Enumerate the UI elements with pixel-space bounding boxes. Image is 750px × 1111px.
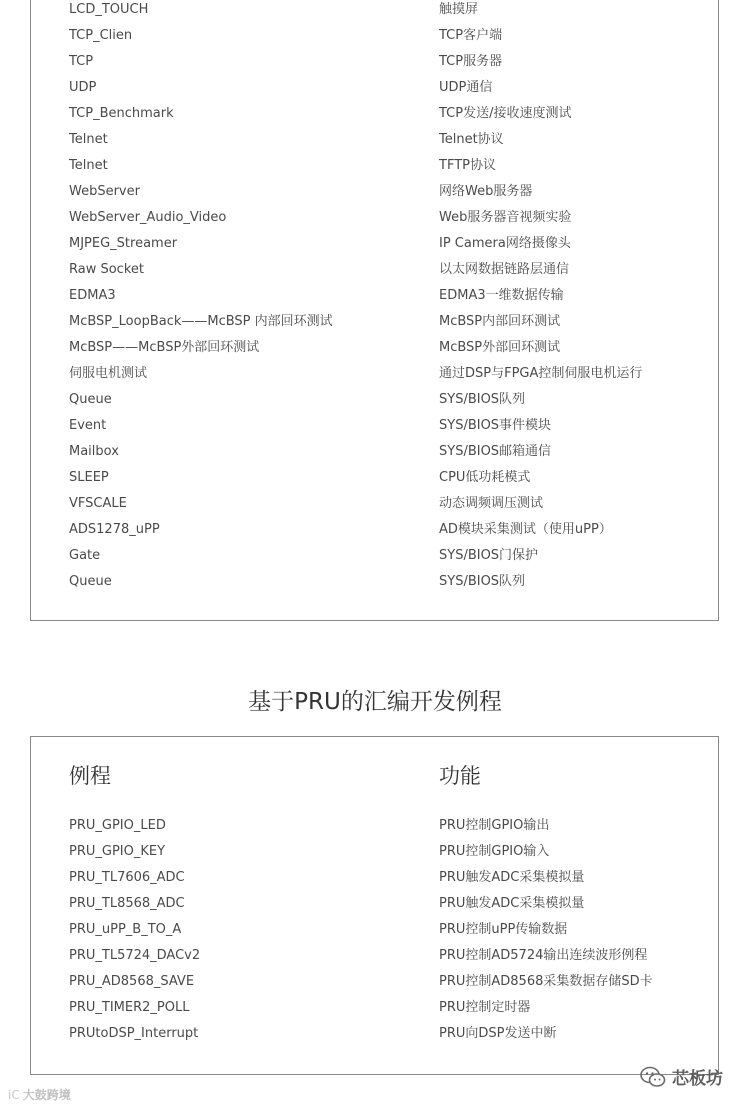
routine-function: SYS/BIOS队列 xyxy=(439,392,526,407)
routine-function: PRU控制uPP传输数据 xyxy=(439,922,568,937)
wechat-icon xyxy=(640,1066,666,1088)
routine-name: TCP_Clien xyxy=(69,28,133,43)
routine-function: SYS/BIOS队列 xyxy=(439,574,526,589)
routine-name: UDP xyxy=(69,80,97,95)
routine-name: SLEEP xyxy=(69,470,109,485)
watermark-left xyxy=(8,1086,71,1104)
routine-name: McBSP——McBSP外部回环测试 xyxy=(69,340,260,355)
section-title: 基于PRU的汇编开发例程 xyxy=(248,689,502,715)
routine-function: PRU控制AD5724输出连续波形例程 xyxy=(439,948,648,963)
routine-name: TCP xyxy=(69,54,94,69)
routine-function: SYS/BIOS事件模块 xyxy=(439,418,552,433)
routine-name: MJPEG_Streamer xyxy=(69,236,178,251)
routine-name: Mailbox xyxy=(69,444,119,459)
routine-function: Web服务器音视频实验 xyxy=(439,210,572,225)
routine-name: PRU_GPIO_LED xyxy=(69,818,166,833)
routine-name: LCD_TOUCH xyxy=(69,2,149,17)
routine-function: 通过DSP与FPGA控制伺服电机运行 xyxy=(439,366,643,381)
routine-name: EDMA3 xyxy=(69,288,116,303)
header-function: 功能 xyxy=(439,764,481,788)
watermark-left-prefix: iC xyxy=(8,1088,20,1102)
routine-name: WebServer xyxy=(69,184,140,199)
routine-function: IP Camera网络摄像头 xyxy=(439,236,571,251)
routine-function: PRU控制定时器 xyxy=(439,1000,531,1015)
routine-name: 伺服电机测试 xyxy=(69,366,148,381)
watermark-right-text: 芯板坊 xyxy=(672,1069,723,1089)
routine-function: McBSP内部回环测试 xyxy=(439,314,561,329)
routine-function: CPU低功耗模式 xyxy=(439,470,531,485)
routine-function: PRU控制GPIO输入 xyxy=(439,844,550,859)
watermark-left-text: 大鼓跨境 xyxy=(22,1088,71,1102)
routine-name: PRU_AD8568_SAVE xyxy=(69,974,195,989)
routine-name: Queue xyxy=(69,574,112,589)
routine-name: Event xyxy=(69,418,107,433)
routine-function: PRU触发ADC采集模拟量 xyxy=(439,870,585,885)
routine-name: PRU_GPIO_KEY xyxy=(69,844,166,859)
routine-function: PRU控制AD8568采集数据存储SD卡 xyxy=(439,974,653,989)
watermark-right xyxy=(640,1064,723,1089)
routine-function: 以太网数据链路层通信 xyxy=(439,262,570,277)
routine-name: Telnet xyxy=(69,158,108,173)
routine-name: Raw Socket xyxy=(69,262,144,277)
routine-name: WebServer_Audio_Video xyxy=(69,210,227,225)
routine-name: PRUtoDSP_Interrupt xyxy=(69,1026,199,1041)
routine-function: Telnet协议 xyxy=(439,132,504,147)
routine-function: AD模块采集测试（使用uPP） xyxy=(439,522,612,537)
routine-function: PRU控制GPIO输出 xyxy=(439,818,550,833)
routine-name: PRU_TIMER2_POLL xyxy=(69,1000,190,1015)
routine-name: McBSP_LoopBack——McBSP 内部回环测试 xyxy=(69,314,333,329)
routine-function: PRU触发ADC采集模拟量 xyxy=(439,896,585,911)
routine-name: Gate xyxy=(69,548,101,563)
routine-name: TCP_Benchmark xyxy=(69,106,174,121)
routine-name: Queue xyxy=(69,392,112,407)
header-routine: 例程 xyxy=(69,764,111,788)
routine-name: ADS1278_uPP xyxy=(69,522,160,537)
routine-name: VFSCALE xyxy=(69,496,127,511)
routine-function: 动态调频调压测试 xyxy=(439,496,544,511)
routine-function: McBSP外部回环测试 xyxy=(439,340,561,355)
routine-function: SYS/BIOS邮箱通信 xyxy=(439,444,552,459)
routine-name: PRU_uPP_B_TO_A xyxy=(69,922,182,937)
routine-function: SYS/BIOS门保护 xyxy=(439,548,539,563)
routine-function: EDMA3一维数据传输 xyxy=(439,288,564,303)
routine-function: TFTP协议 xyxy=(439,158,496,173)
routine-function: UDP通信 xyxy=(439,80,493,95)
routine-name: PRU_TL5724_DACv2 xyxy=(69,948,201,963)
routine-name: PRU_TL8568_ADC xyxy=(69,896,185,911)
routine-function: PRU向DSP发送中断 xyxy=(439,1026,557,1041)
routine-function: TCP服务器 xyxy=(439,54,503,69)
routine-name: Telnet xyxy=(69,132,108,147)
routine-function: 网络Web服务器 xyxy=(439,184,533,199)
routine-function: TCP发送/接收速度测试 xyxy=(439,106,572,121)
routine-function: 触摸屏 xyxy=(439,2,479,17)
routine-name: PRU_TL7606_ADC xyxy=(69,870,185,885)
routine-function: TCP客户端 xyxy=(439,28,503,43)
